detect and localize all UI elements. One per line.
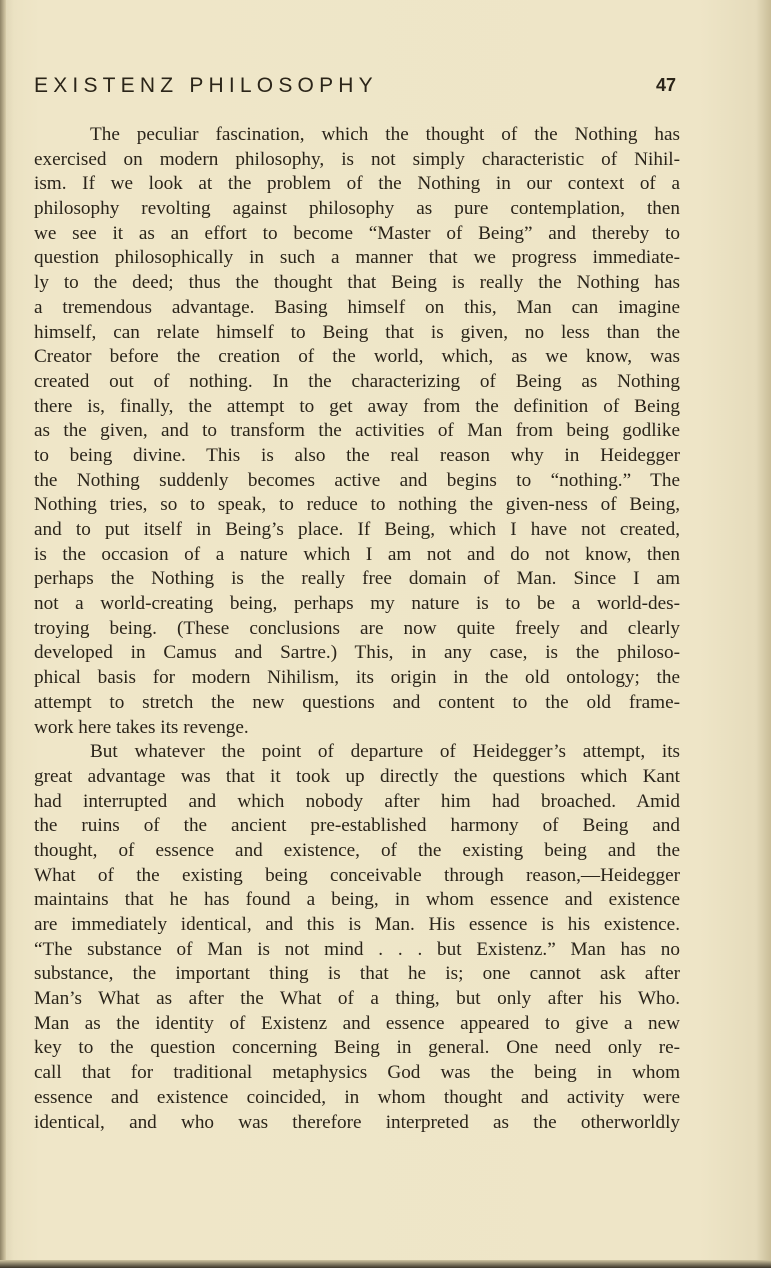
text-line: a tremendous advantage. Basing himself on this, Man can imagine — [34, 296, 680, 318]
text-line: himself, can relate himself to Being that is given, no less than the — [34, 321, 680, 343]
text-line: But whatever the point of departure of Heidegger’s attempt, its — [90, 741, 680, 763]
text-line: exercised on modern philosophy, is not simply characteristic of Nihil- — [34, 148, 680, 170]
page-binding-edge — [0, 0, 6, 1268]
text-line: troying being. (These conclusions are now quite freely and clearly — [34, 617, 680, 639]
text-line: we see it as an effort to become “Master of Being” and thereby to — [34, 222, 680, 244]
text-line: key to the question concerning Being in general. One need only re- — [34, 1037, 680, 1059]
text-line: The peculiar fascination, which the thought of the Nothing has — [90, 124, 680, 145]
text-line: Nothing tries, so to speak, to reduce to nothing the given-ness of Being, — [34, 494, 680, 516]
text-line: attempt to stretch the new questions and content to the old frame- — [34, 691, 680, 713]
text-line: philosophy revolting against philosophy as pure contemplation, then — [34, 198, 680, 220]
text-line: identical, and who was therefore interpreted as the otherworldly — [34, 1111, 680, 1133]
page-number: 47 — [655, 75, 676, 95]
text-line: thought, of essence and existence, of the existing being and the — [34, 839, 680, 861]
text-line: ly to the deed; thus the thought that Being is really the Nothing has — [34, 272, 680, 294]
text-line: question philosophically in such a manner that we progress immediate- — [34, 247, 680, 269]
text-line: developed in Camus and Sartre.) This, in any case, is the philoso- — [34, 642, 680, 664]
body-text — [34, 123, 680, 1135]
text-line: great advantage was that it took up directly the questions which Kant — [34, 765, 680, 787]
text-line: the Nothing suddenly becomes active and begins to “nothing.” The — [34, 469, 680, 491]
page-bottom-edge — [0, 1260, 771, 1268]
text-line: there is, finally, the attempt to get away from the definition of Being — [34, 395, 680, 417]
text-line: created out of nothing. In the characterizing of Being as Nothing — [34, 370, 680, 392]
text-line: had interrupted and which nobody after him had broached. Amid — [34, 790, 680, 812]
page-header — [34, 74, 676, 104]
text-line: not a world-creating being, perhaps my nature is to be a world-des- — [34, 593, 680, 615]
text-line: as the given, and to transform the activities of Man from being godlike — [34, 420, 680, 442]
text-line: the ruins of the ancient pre-established harmony of Being and — [34, 815, 680, 837]
text-line: essence and existence coincided, in whom thought and activity were — [34, 1086, 680, 1108]
running-head: EXISTENZ PHILOSOPHY — [34, 74, 378, 97]
text-line: work here takes its revenge. — [34, 716, 249, 738]
text-line: are immediately identical, and this is Man. His essence is his existence. — [34, 914, 680, 935]
text-line: What of the existing being conceivable through reason,—Heidegger — [34, 864, 680, 886]
text-line: “The substance of Man is not mind . . . but Existenz.” Man has no — [34, 938, 680, 960]
text-line: Creator before the creation of the world, which, as we know, was — [34, 346, 680, 368]
text-line: perhaps the Nothing is the really free domain of Man. Since I am — [34, 568, 680, 590]
text-line: and to put itself in Being’s place. If Being, which I have not created, — [34, 519, 680, 540]
text-line: phical basis for modern Nihilism, its origin in the old ontology; the — [34, 667, 680, 689]
text-line: to being divine. This is also the real reason why in Heidegger — [34, 444, 680, 466]
text-line: ism. If we look at the problem of the Nothing in our context of a — [34, 173, 680, 195]
text-line: Man’s What as after the What of a thing, but only after his Who. — [34, 988, 680, 1010]
text-line: call that for traditional metaphysics God was the being in whom — [34, 1062, 680, 1084]
text-line: Man as the identity of Existenz and essence appeared to give a new — [34, 1012, 680, 1034]
text-line: maintains that he has found a being, in whom essence and existence — [34, 889, 680, 911]
text-line: substance, the important thing is that he is; one cannot ask after — [34, 963, 680, 985]
text-line: is the occasion of a nature which I am not and do not know, then — [34, 543, 680, 565]
